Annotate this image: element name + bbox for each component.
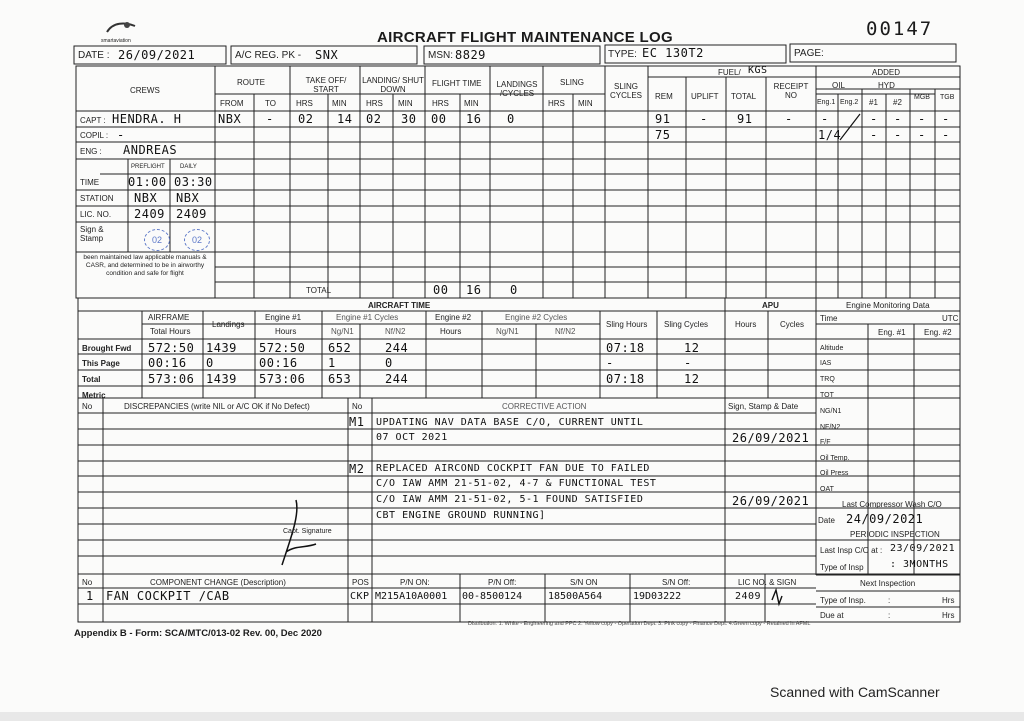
engine2-header: Engine #2 — [435, 313, 472, 322]
due-at-colon: : — [888, 611, 891, 620]
airframe-header: AIRFRAME — [148, 313, 190, 322]
aircraft-time-row-label: Total — [82, 375, 101, 384]
sling-cycles-header: SLING CYCLES — [609, 82, 642, 100]
reg-value[interactable]: SNX — [315, 48, 339, 62]
scanner-watermark: Scanned with CamScanner — [770, 684, 940, 700]
landing-header: LANDING/ SHUT DOWN — [362, 76, 424, 94]
sn-off-header: S/N Off: — [662, 578, 691, 587]
lic-sign-header: LIC NO. & SIGN — [738, 578, 797, 587]
row1-ft-hrs[interactable]: 00 — [431, 112, 447, 126]
engine1-cycles-header: Engine #1 Cycles — [336, 313, 399, 322]
msn-label: MSN: — [428, 50, 453, 61]
next-type-colon: : — [888, 596, 891, 605]
m2-text-line3[interactable]: C/O IAW AMM 21-51-02, 5-1 FOUND SATISFIED — [376, 494, 644, 505]
oil-header: OIL — [832, 81, 845, 90]
msn-value[interactable]: 8829 — [455, 48, 486, 62]
action-no-header: No — [352, 402, 363, 411]
oil-eng2-strike — [838, 112, 862, 142]
row1-to-hrs[interactable]: 02 — [298, 112, 314, 126]
emd-utc: UTC — [942, 314, 959, 323]
form-title: AIRCRAFT FLIGHT MAINTENANCE LOG — [377, 29, 673, 46]
apu-hours-header: Hours — [735, 320, 757, 329]
aircraft-time-cell-sh[interactable]: 07:18 — [606, 341, 645, 355]
type-insp-value[interactable]: : 3MONTHS — [890, 559, 949, 570]
emd-eng2: Eng. #2 — [924, 328, 952, 337]
row1-hyd1[interactable]: - — [870, 112, 878, 126]
total-landings[interactable]: 0 — [510, 283, 518, 297]
lic-preflight[interactable]: 2409 — [134, 207, 165, 221]
copil-name[interactable]: - — [117, 128, 125, 142]
apu-cycles-header: Cycles — [780, 320, 805, 329]
aircraft-time-cell-ld[interactable]: 0 — [206, 356, 214, 370]
m1-text-line2[interactable]: 07 OCT 2021 — [376, 432, 448, 443]
discrepancies-header: DISCREPANCIES (write NIL or A/C OK if No Defect) — [124, 402, 310, 411]
to-min: MIN — [332, 99, 347, 108]
total-fuel-header: TOTAL — [731, 92, 757, 101]
comp-row-sn-on[interactable]: 18500A564 — [548, 591, 603, 602]
lic-daily[interactable]: 2409 — [176, 207, 207, 221]
e2-ng: Ng/N1 — [496, 327, 519, 336]
total-ft-hrs[interactable]: 00 — [433, 283, 449, 297]
route-header: ROUTE — [237, 78, 265, 87]
row2-rem[interactable]: 75 — [655, 128, 671, 142]
station-preflight[interactable]: NBX — [134, 191, 158, 205]
rem-header: REM — [655, 92, 673, 101]
time-preflight[interactable]: 01:00 — [128, 175, 167, 189]
pn-off-header: P/N Off: — [488, 578, 517, 587]
aircraft-time-cell-e1h[interactable]: 572:50 — [259, 341, 306, 355]
station-daily[interactable]: NBX — [176, 191, 200, 205]
sign-stamp-label: Sign & Stamp — [80, 225, 104, 243]
comp-row-pos[interactable]: CKP — [350, 591, 370, 602]
comp-row-lic[interactable]: 2409 — [735, 591, 762, 602]
capt-label: CAPT : — [80, 116, 106, 125]
aircraft-time-row-label: Brought Fwd — [82, 344, 132, 353]
comp-row-no[interactable]: 1 — [86, 589, 94, 603]
crews-header: CREWS — [130, 86, 160, 95]
type-label: TYPE: — [608, 49, 637, 60]
capt-name[interactable]: HENDRA. H — [112, 112, 182, 126]
fuel-header: FUEL/ — [718, 68, 741, 77]
sling-header: SLING — [560, 78, 585, 87]
last-insp-label: Last Insp C/O at : — [820, 546, 883, 555]
aircraft-time-cell-ld[interactable]: 1439 — [206, 372, 237, 386]
sn-on-header: S/N ON — [570, 578, 598, 587]
uplift-header: UPLIFT — [691, 92, 719, 101]
m2-text-line2[interactable]: C/O IAW AMM 21-51-02, 4-7 & FUNCTIONAL TEST — [376, 478, 657, 489]
type-insp-label: Type of Insp — [820, 563, 864, 572]
component-change-header: COMPONENT CHANGE (Description) — [150, 578, 286, 587]
aircraft-time-cell-e1h[interactable]: 00:16 — [259, 356, 298, 370]
landings-header: LANDINGS /CYCLES — [496, 80, 538, 98]
aircraft-time-cell-ng[interactable]: 1 — [328, 356, 336, 370]
e2-nf: Nf/N2 — [555, 327, 576, 336]
comp-row-desc[interactable]: FAN COCKPIT /CAB — [106, 589, 230, 603]
sling-cycles-col-header: Sling Cycles — [664, 320, 709, 329]
comp-row-pn-on[interactable]: M215A10A0001 — [375, 591, 448, 602]
row1-hyd2[interactable]: - — [894, 112, 902, 126]
hyd-1: #1 — [869, 98, 878, 107]
next-type-hrs: Hrs — [942, 596, 955, 605]
total-label: TOTAL — [306, 286, 332, 295]
m2-text-line4[interactable]: CBT ENGINE GROUND RUNNING] — [376, 510, 546, 521]
aircraft-time-header: AIRCRAFT TIME — [368, 301, 431, 310]
aircraft-time-cell-sc[interactable]: 12 — [684, 372, 700, 386]
row1-from[interactable]: NBX — [218, 112, 242, 126]
m2-number: M2 — [349, 462, 365, 476]
engine-monitoring-row-label: TRQ — [820, 376, 835, 383]
row1-to[interactable]: - — [266, 112, 274, 126]
appendix-text: Appendix B - Form: SCA/MTC/013-02 Rev. 00, Dec 2020 — [74, 628, 322, 639]
aircraft-time-cell-ld[interactable]: 1439 — [206, 341, 237, 355]
serial-number: 00147 — [866, 18, 934, 40]
daily-stamp-icon: 02 — [184, 229, 210, 251]
hyd-2: #2 — [893, 98, 902, 107]
engine-monitoring-row-label: F/F — [820, 439, 831, 446]
to-hrs: HRS — [296, 99, 313, 108]
m2-text-line1[interactable]: REPLACED AIRCOND COCKPIT FAN DUE TO FAILED — [376, 463, 650, 474]
total-hours-header: Total Hours — [150, 327, 191, 336]
date-value[interactable]: 26/09/2021 — [118, 48, 196, 62]
time-label: TIME — [80, 178, 100, 187]
aircraft-time-cell-sc[interactable]: - — [684, 356, 692, 370]
m1-text-line1[interactable]: UPDATING NAV DATA BASE C/O, CURRENT UNTIL — [376, 417, 644, 428]
row1-to-min[interactable]: 14 — [337, 112, 353, 126]
row1-uplift[interactable]: - — [700, 112, 708, 126]
corrective-action-header: CORRECTIVE ACTION — [502, 402, 587, 411]
row1-rem[interactable]: 91 — [655, 112, 671, 126]
row1-ld-min[interactable]: 30 — [401, 112, 417, 126]
last-wash-label: Last Compressor Wash C/O — [842, 500, 942, 509]
copil-label: COPIL : — [80, 131, 109, 140]
fuel-unit: KGS — [748, 65, 768, 76]
company-logo-icon — [105, 20, 137, 34]
apu-header: APU — [762, 301, 779, 310]
ft-hrs: HRS — [432, 99, 449, 108]
wash-date-label: Date — [818, 516, 835, 525]
row2-hyd1[interactable]: - — [870, 128, 878, 142]
engine-monitoring-row-label: Oil Temp. — [820, 455, 850, 462]
e1-ng: Ng/N1 — [331, 327, 354, 336]
preflight-stamp-icon: 02 — [144, 229, 170, 251]
sling-hours-header: Sling Hours — [606, 320, 648, 329]
m2-date[interactable]: 26/09/2021 — [732, 494, 810, 508]
airworthy-certification: been maintained law applicable manuals & CASR, and determined to be in airworthy condition and safe for flight — [83, 254, 207, 277]
ld-hrs: HRS — [366, 99, 383, 108]
row2-mgb[interactable]: - — [918, 128, 926, 142]
aircraft-time-cell-sh[interactable]: - — [606, 356, 614, 370]
row1-tgb[interactable]: - — [942, 112, 950, 126]
aircraft-time-cell-ng[interactable]: 653 — [328, 372, 352, 386]
ld-min: MIN — [398, 99, 413, 108]
lic-label: LIC. NO. — [80, 210, 112, 219]
engine1-hours: Hours — [275, 327, 297, 336]
aircraft-time-cell-ng[interactable]: 652 — [328, 341, 352, 355]
row1-receipt[interactable]: - — [785, 112, 793, 126]
engine-monitoring-header: Engine Monitoring Data — [846, 301, 930, 310]
to-header: TO — [265, 99, 276, 108]
engine-monitoring-row-label: NF/N2 — [820, 424, 841, 431]
aircraft-time-cell-af[interactable]: 573:06 — [148, 372, 195, 386]
periodic-inspection-header: PERIODIC INSPECTION — [850, 530, 940, 539]
eng-label: ENG : — [80, 147, 102, 156]
next-inspection-header: Next Inspection — [860, 579, 916, 588]
total-ft-min[interactable]: 16 — [466, 283, 482, 297]
engine1-header: Engine #1 — [265, 313, 302, 322]
engine2-cycles-header: Engine #2 Cycles — [505, 313, 568, 322]
preflight-header: PREFLIGHT — [131, 164, 165, 170]
last-insp-value[interactable]: 23/09/2021 — [890, 543, 956, 554]
sign-stamp-date-header: Sign, Stamp & Date — [728, 402, 799, 411]
e1-nf: Nf/N2 — [385, 327, 406, 336]
aircraft-time-cell-sh[interactable]: 07:18 — [606, 372, 645, 386]
row1-oil1[interactable]: - — [821, 112, 829, 126]
engine-monitoring-row-label: Oil Press — [820, 470, 849, 477]
pos-header: POS — [352, 578, 369, 587]
flight-time-header: FLIGHT TIME — [432, 79, 482, 88]
receipt-header: RECEIPT NO — [773, 82, 809, 100]
oil-eng1: Eng.1 — [817, 99, 836, 106]
row1-landings[interactable]: 0 — [507, 112, 515, 126]
row1-total[interactable]: 91 — [737, 112, 753, 126]
aircraft-time-row-label: This Page — [82, 359, 120, 368]
due-at-label: Due at — [820, 611, 844, 620]
sling-hrs: HRS — [548, 99, 565, 108]
row2-hyd2[interactable]: - — [894, 128, 902, 142]
distribution-text: Distribution: 1. White - Engineering and PPC 2. Yellow copy - Operation Dept. 3. Pink copy - Finance Dept. 4.Green copy - Retained in AFML — [468, 621, 811, 627]
eng-name[interactable]: ANDREAS — [123, 143, 178, 157]
date-label: DATE : — [78, 50, 110, 61]
oil-eng2: Eng.2 — [840, 99, 859, 106]
pn-on-header: P/N ON: — [400, 578, 430, 587]
aircraft-time-cell-nf[interactable]: 244 — [385, 372, 409, 386]
row2-oil1[interactable]: 1/4 — [818, 128, 842, 142]
row1-ft-min[interactable]: 16 — [466, 112, 482, 126]
engine-monitoring-row-label: IAS — [820, 360, 832, 367]
from-header: FROM — [220, 99, 244, 108]
emd-eng1: Eng. #1 — [878, 328, 906, 337]
engine-monitoring-row-label: NG/N1 — [820, 408, 842, 415]
aircraft-time-cell-sc[interactable]: 12 — [684, 341, 700, 355]
aircraft-time-cell-nf[interactable]: 244 — [385, 341, 409, 355]
row2-tgb[interactable]: - — [942, 128, 950, 142]
aircraft-time-row-label: Metric — [82, 391, 106, 400]
engine-monitoring-row-label: TOT — [820, 392, 834, 399]
aircraft-time-cell-af[interactable]: 00:16 — [148, 356, 187, 370]
next-type-insp-label: Type of Insp. — [820, 596, 866, 605]
emd-time: Time — [820, 314, 838, 323]
mgb-header: MGB — [914, 94, 930, 101]
wash-date-value[interactable]: 24/09/2021 — [846, 512, 924, 526]
comp-row-pn-off[interactable]: 00-8500124 — [462, 591, 523, 602]
comp-no-header: No — [82, 578, 93, 587]
station-label: STATION — [80, 194, 114, 203]
time-daily[interactable]: 03:30 — [174, 175, 213, 189]
aircraft-time-cell-e1h[interactable]: 573:06 — [259, 372, 306, 386]
type-value[interactable]: EC 130T2 — [642, 46, 704, 60]
row1-mgb[interactable]: - — [918, 112, 926, 126]
hyd-header: HYD — [878, 81, 895, 90]
row1-ld-hrs[interactable]: 02 — [366, 112, 382, 126]
engine-monitoring-row-label: Altitude — [820, 345, 844, 352]
takeoff-header: TAKE OFF/ START — [305, 76, 347, 94]
engine2-hours: Hours — [440, 327, 462, 336]
capt-signature-label: Capt. Signature — [283, 528, 332, 535]
comp-row-sn-off[interactable]: 19D03222 — [633, 591, 682, 602]
aircraft-time-cell-nf[interactable]: 0 — [385, 356, 393, 370]
m1-number: M1 — [349, 415, 365, 429]
daily-header: DAILY — [180, 164, 197, 170]
aircraft-time-cell-af[interactable]: 572:50 — [148, 341, 195, 355]
sling-min: MIN — [578, 99, 593, 108]
page-label: PAGE: — [794, 48, 824, 59]
tgb-header: TGB — [940, 94, 955, 101]
added-header: ADDED — [872, 68, 901, 77]
logo-text: smartaviation — [101, 38, 131, 44]
ft-min: MIN — [464, 99, 479, 108]
engine-monitoring-row-label: OAT — [820, 486, 834, 493]
reg-label: A/C REG. PK - — [235, 50, 302, 61]
landings-col-header: Landings — [212, 320, 245, 329]
due-at-hrs: Hrs — [942, 611, 955, 620]
bottom-strip — [0, 712, 1024, 721]
disc-no-header: No — [82, 402, 93, 411]
m1-date[interactable]: 26/09/2021 — [732, 431, 810, 445]
